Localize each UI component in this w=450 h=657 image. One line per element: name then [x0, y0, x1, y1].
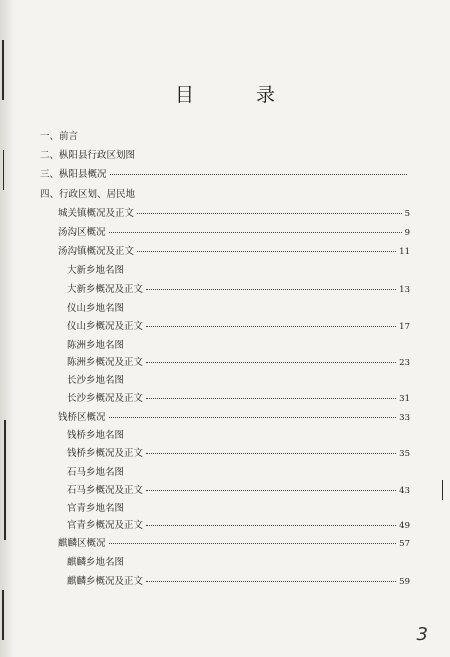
toc-leader-dots — [146, 453, 396, 454]
toc-entry-page: 57 — [399, 539, 410, 549]
toc-entry — [67, 445, 410, 459]
toc-entry-label: 麒麟区概况 — [58, 538, 106, 549]
toc-entry — [58, 409, 410, 423]
toc-leader-dots — [146, 326, 396, 327]
toc-entry — [58, 224, 410, 238]
toc-entry-label: 钱桥乡概况及正文 — [67, 448, 144, 459]
toc-entry-label: 大新乡地名图 — [67, 265, 125, 276]
toc-leader-dots — [137, 213, 402, 214]
toc-entry-label: 钱桥乡地名图 — [67, 430, 125, 441]
toc-entry-label: 大新乡概况及正文 — [67, 284, 144, 295]
toc-entry-label: 钱桥区概况 — [58, 412, 106, 423]
handwritten-page-number: 3 — [416, 624, 428, 645]
toc-entry — [67, 500, 124, 514]
toc-entry-label: 官青乡地名图 — [67, 503, 125, 514]
toc-entry — [67, 262, 124, 276]
toc-entry — [67, 354, 410, 368]
toc-entry-page: 49 — [399, 521, 410, 531]
toc-leader-dots — [137, 251, 396, 252]
toc-entry-page: 17 — [399, 322, 410, 332]
toc-entry — [67, 573, 410, 587]
toc-entry-page: 35 — [399, 449, 410, 459]
toc-entry-label: 麒麟乡概况及正文 — [67, 576, 144, 587]
toc-entry — [40, 166, 410, 180]
toc-leader-dots — [146, 289, 396, 290]
toc-entry — [67, 390, 410, 404]
toc-leader-dots — [146, 581, 396, 582]
toc-entry-label: 长沙乡概况及正文 — [67, 393, 144, 404]
toc-entry-label: 陈洲乡概况及正文 — [67, 357, 144, 368]
toc-leader-dots — [146, 362, 396, 363]
toc-entry — [67, 517, 410, 531]
toc-entry-label: 城关镇概况及正文 — [58, 208, 135, 219]
toc-leader-dots — [109, 417, 397, 418]
toc-entry — [67, 318, 410, 332]
toc-entry — [58, 535, 410, 549]
toc-entry — [67, 482, 410, 496]
toc-entry-page: 43 — [399, 486, 410, 496]
toc-entry — [67, 372, 124, 386]
toc-entry — [67, 337, 124, 351]
toc-entry — [67, 427, 124, 441]
toc-entry — [40, 128, 78, 142]
toc-entry-page: 13 — [399, 285, 410, 295]
toc-entry-label: 一、前言 — [40, 131, 79, 142]
toc-entry-label: 麒麟乡地名图 — [67, 557, 125, 568]
toc-entry-page: 11 — [399, 247, 410, 257]
toc-entry-label: 三、枞阳县概况 — [40, 169, 107, 180]
toc-entry-label: 长沙乡地名图 — [67, 375, 125, 386]
toc-entry — [58, 243, 410, 257]
toc-entry-label: 官青乡概况及正文 — [67, 520, 144, 531]
toc-entry-label: 仪山乡概况及正文 — [67, 321, 144, 332]
toc-entry-label: 四、行政区划、居民地 — [40, 189, 136, 200]
toc-entry-label: 二、枞阳县行政区划图 — [40, 150, 136, 161]
toc-entry-page: 9 — [404, 228, 410, 238]
toc-entry-label: 陈洲乡地名图 — [67, 340, 125, 351]
toc-entry-label: 石马乡地名图 — [67, 467, 125, 478]
toc-entry-label: 仪山乡地名图 — [67, 303, 125, 314]
toc-entry — [40, 186, 135, 200]
toc-entry — [67, 464, 124, 478]
toc-entry — [40, 147, 135, 161]
toc-leader-dots — [110, 174, 407, 175]
toc-leader-dots — [109, 232, 402, 233]
toc-entry-page: 59 — [399, 577, 410, 587]
toc-entry — [67, 554, 124, 568]
toc-entry-page: 33 — [399, 413, 410, 423]
toc-entry-page: 23 — [399, 358, 410, 368]
toc-entry-label: 石马乡概况及正文 — [67, 485, 144, 496]
page-title: 目 录 — [174, 84, 304, 106]
toc-entry-page: 31 — [399, 394, 410, 404]
toc-entry — [67, 300, 124, 314]
toc-leader-dots — [109, 543, 397, 544]
toc-leader-dots — [146, 525, 396, 526]
toc-entry — [58, 205, 410, 219]
toc-entry-label: 汤沟镇概况及正文 — [58, 246, 135, 257]
toc-entry-label: 汤沟区概况 — [58, 227, 106, 238]
toc-entry — [67, 281, 410, 295]
toc-leader-dots — [146, 398, 396, 399]
toc-entry-page: 5 — [404, 209, 410, 219]
toc-leader-dots — [146, 490, 396, 491]
